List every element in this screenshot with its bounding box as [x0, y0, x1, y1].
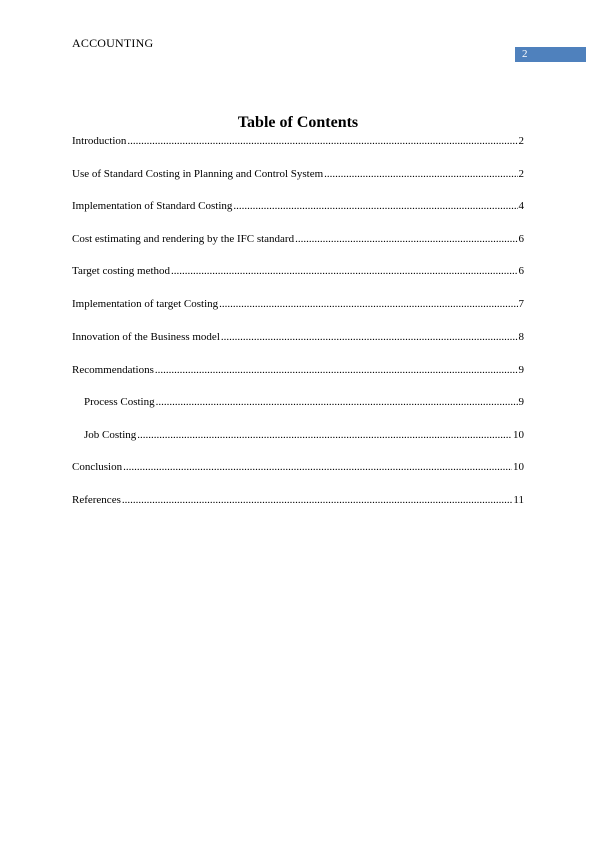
toc-entry-page: 4	[518, 200, 524, 212]
toc-entry-page: 10	[513, 461, 524, 473]
toc-entry-references[interactable]	[72, 493, 524, 507]
toc-leader-dots	[171, 264, 517, 278]
toc-heading: Table of Contents	[237, 114, 359, 131]
toc-entry-page: 11	[513, 494, 524, 506]
page-number-badge: 2	[515, 47, 586, 62]
toc-entry-job-costing[interactable]	[84, 428, 524, 442]
toc-entry-implementation-standard-costing[interactable]	[72, 199, 524, 213]
toc-leader-dots	[137, 428, 512, 442]
toc-leader-dots	[219, 297, 517, 311]
toc-entry-page: 10	[513, 429, 524, 441]
toc-entry-title: Target costing method	[72, 265, 171, 277]
toc-leader-dots	[156, 395, 518, 409]
toc-entry-title: Process Costing	[84, 396, 155, 408]
toc-entry-title: Use of Standard Costing in Planning and Control System	[72, 168, 324, 180]
toc-leader-dots	[221, 330, 518, 344]
toc-entry-process-costing[interactable]	[84, 395, 524, 409]
toc-entry-page: 6	[518, 233, 524, 245]
toc-entry-title: Implementation of target Costing	[72, 298, 219, 310]
toc-leader-dots	[233, 199, 517, 213]
running-header: ACCOUNTING	[72, 36, 154, 50]
toc-entry-page: 2	[518, 135, 524, 147]
toc-entry-page: 9	[518, 364, 524, 376]
toc-entry-page: 6	[518, 265, 524, 277]
toc-leader-dots	[324, 167, 517, 181]
toc-entry-title: Cost estimating and rendering by the IFC standard	[72, 233, 295, 245]
toc-leader-dots	[155, 363, 518, 377]
toc-entry-innovation-business-model[interactable]	[72, 330, 524, 344]
toc-entry-title: Innovation of the Business model	[72, 331, 220, 343]
toc-entry-title: Job Costing	[84, 429, 137, 441]
toc-entry-page: 8	[518, 331, 524, 343]
toc-entry-target-costing-method[interactable]	[72, 264, 524, 278]
toc-leader-dots	[295, 232, 517, 246]
toc-entry-title: Recommendations	[72, 364, 154, 376]
toc-entry-title: Introduction	[72, 135, 127, 147]
toc-entry-standard-costing-planning[interactable]	[72, 167, 524, 181]
toc-leader-dots	[122, 493, 513, 507]
toc-entry-implementation-target-costing[interactable]	[72, 297, 524, 311]
toc-entry-title: References	[72, 494, 121, 506]
toc-entry-cost-estimating-ifc[interactable]	[72, 232, 524, 246]
toc-entry-introduction[interactable]	[72, 134, 524, 148]
toc-entry-recommendations[interactable]	[72, 363, 524, 377]
toc-entry-page: 2	[518, 168, 524, 180]
toc-entry-page: 7	[518, 298, 524, 310]
toc-entry-title: Conclusion	[72, 461, 123, 473]
toc-entry-conclusion[interactable]	[72, 460, 524, 474]
toc-entry-page: 9	[518, 396, 524, 408]
toc-leader-dots	[123, 460, 512, 474]
toc-entry-title: Implementation of Standard Costing	[72, 200, 233, 212]
toc-leader-dots	[127, 134, 517, 148]
